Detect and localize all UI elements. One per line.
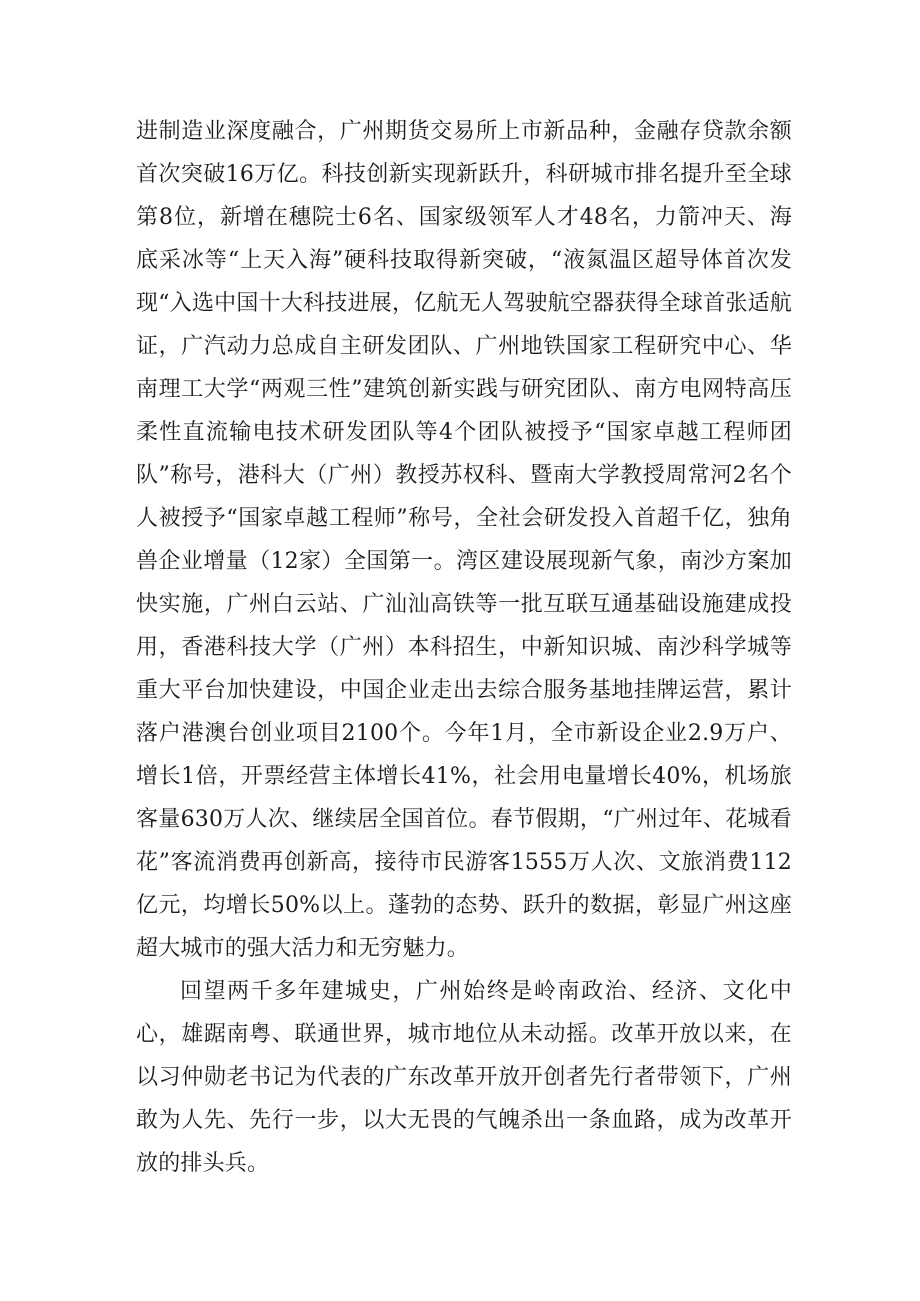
paragraph-1: 进制造业深度融合，广州期货交易所上市新品种，金融存贷款余额首次突破16万亿。科技创新实现新跃升，科研城市排名提升至全球第8位，新增在穗院士6名、国家级领军人才48名，力箭冲天、海底采冰等“上天入海”硬科技取得新突破，“液氮温区超导体首次发现“入选中国十大科技进展，亿航无人驾驶航空器获得全球首张适航证，广汽动力总成自主研发团队、广州地铁国家工程研究中心、华南理工大学“两观三性”建筑创新实践与研究团队、南方电网特高压柔性直流输电技术研发团队等4个团队被授予“国家卓越工程师团队”称号，港科大（广州）教授苏权科、暨南大学教授周常河2名个人被授予“国家卓越工程师”称号，全社会研发投入首超千亿，独角兽企业增量（12家）全国第一。湾区建设展现新气象，南沙方案加快实施，广州白云站、广汕汕高铁等一批互联互通基础设施建成投用，香港科技大学（广州）本科招生，中新知识城、南沙科学城等重大平台加快建设，中国企业走出去综合服务基地挂牌运营，累计落户港澳台创业项目2100个。今年1月，全市新设企业2.9万户、增长1倍，开票经营主体增长41%，社会用电量增长40%，机场旅客量630万人次、继续居全国首位。春节假期，“广州过年、花城看花”客流消费再创新高，接待市民游客1555万人次、文旅消费112亿元，均增长50%以上。蓬勃的态势、跃升的数据，彰显广州这座超大城市的强大活力和无穷魅力。 — [136, 119, 792, 961]
paragraph-2: 回望两千多年建城史，广州始终是岭南政治、经济、文化中心，雄踞南粤、联通世界，城市地位从未动摇。改革开放以来，在以习仲勋老书记为代表的广东改革开放开创者先行者带领下，广州敢为人先、先行一步，以大无畏的气魄杀出一条血路，成为改革开放的排头兵。 — [136, 979, 792, 1176]
document-body — [136, 110, 792, 1185]
